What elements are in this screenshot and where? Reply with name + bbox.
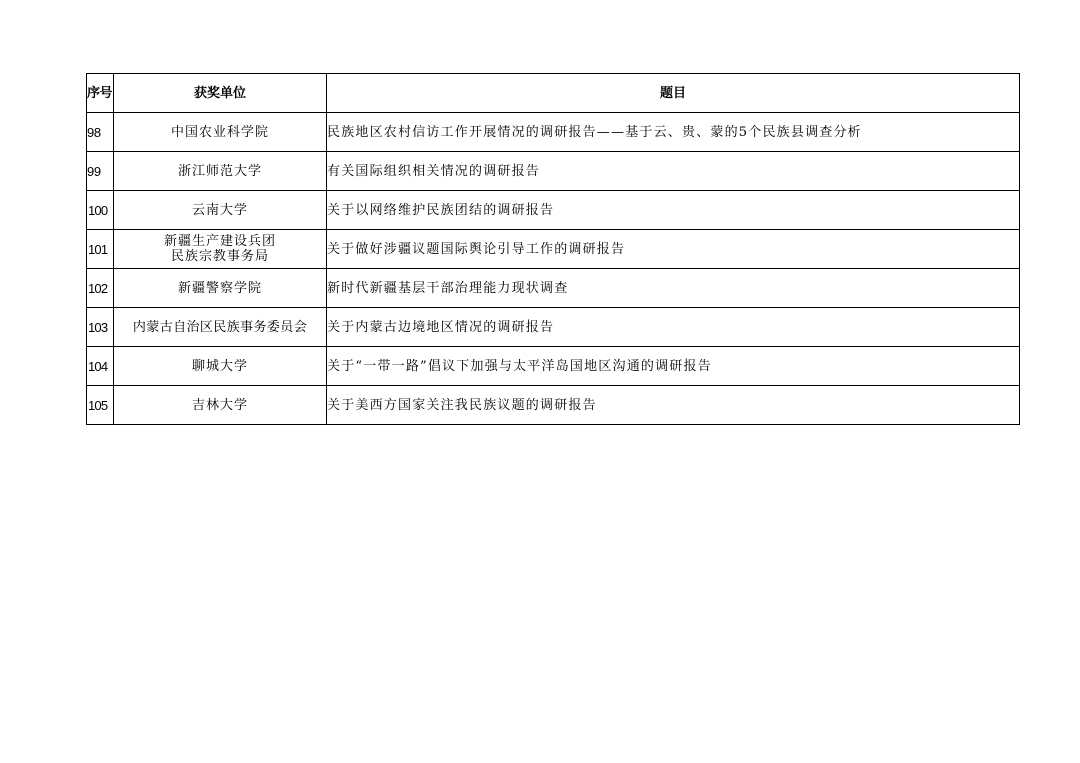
- awards-table: [86, 73, 1020, 425]
- row-topic: 关于以网络维护民族团结的调研报告: [327, 191, 1020, 230]
- award-unit-line: 云南大学: [191, 202, 248, 218]
- award-unit-line: 浙江师范大学: [177, 163, 262, 179]
- row-topic: 关于内蒙古边境地区情况的调研报告: [327, 308, 1020, 347]
- table-body: [87, 113, 1020, 425]
- row-award-unit: [114, 230, 327, 269]
- award-unit-line: 民族宗教事务局: [170, 249, 269, 264]
- row-serial-number: 101: [87, 230, 114, 269]
- header-award-unit: 获奖单位: [114, 74, 327, 113]
- table-row: [87, 113, 1020, 152]
- row-topic: 关于“一带一路”倡议下加强与太平洋岛国地区沟通的调研报告: [327, 347, 1020, 386]
- row-serial-number: 104: [87, 347, 114, 386]
- table-row: [87, 191, 1020, 230]
- table-row: [87, 152, 1020, 191]
- row-award-unit: [114, 191, 327, 230]
- award-unit-line: 中国农业科学院: [170, 124, 269, 140]
- row-award-unit: [114, 269, 327, 308]
- header-topic: 题目: [327, 74, 1020, 113]
- row-serial-number: 100: [87, 191, 114, 230]
- table-row: [87, 269, 1020, 308]
- row-topic: 有关国际组织相关情况的调研报告: [327, 152, 1020, 191]
- row-award-unit: [114, 347, 327, 386]
- table-header-row: [87, 74, 1020, 113]
- table-row: [87, 308, 1020, 347]
- row-topic: 关于美西方国家关注我民族议题的调研报告: [327, 386, 1020, 425]
- header-serial-number: 序号: [87, 74, 114, 113]
- table-row: [87, 347, 1020, 386]
- row-topic: 新时代新疆基层干部治理能力现状调查: [327, 269, 1020, 308]
- table-row: [87, 230, 1020, 269]
- row-serial-number: 102: [87, 269, 114, 308]
- row-serial-number: 98: [87, 113, 114, 152]
- row-award-unit: [114, 113, 327, 152]
- row-serial-number: 103: [87, 308, 114, 347]
- row-award-unit: [114, 386, 327, 425]
- row-serial-number: 99: [87, 152, 114, 191]
- table-row: [87, 386, 1020, 425]
- row-award-unit: [114, 308, 327, 347]
- row-topic: 民族地区农村信访工作开展情况的调研报告——基于云、贵、蒙的5个民族县调查分析: [327, 113, 1020, 152]
- award-unit-line: 新疆生产建设兵团: [163, 234, 276, 249]
- row-award-unit: [114, 152, 327, 191]
- award-unit-line: 新疆警察学院: [177, 280, 262, 296]
- row-topic: 关于做好涉疆议题国际舆论引导工作的调研报告: [327, 230, 1020, 269]
- award-unit-line: 聊城大学: [191, 358, 248, 374]
- award-unit-line: 吉林大学: [191, 397, 248, 413]
- row-serial-number: 105: [87, 386, 114, 425]
- award-unit-line: 内蒙古自治区民族事务委员会: [132, 319, 308, 335]
